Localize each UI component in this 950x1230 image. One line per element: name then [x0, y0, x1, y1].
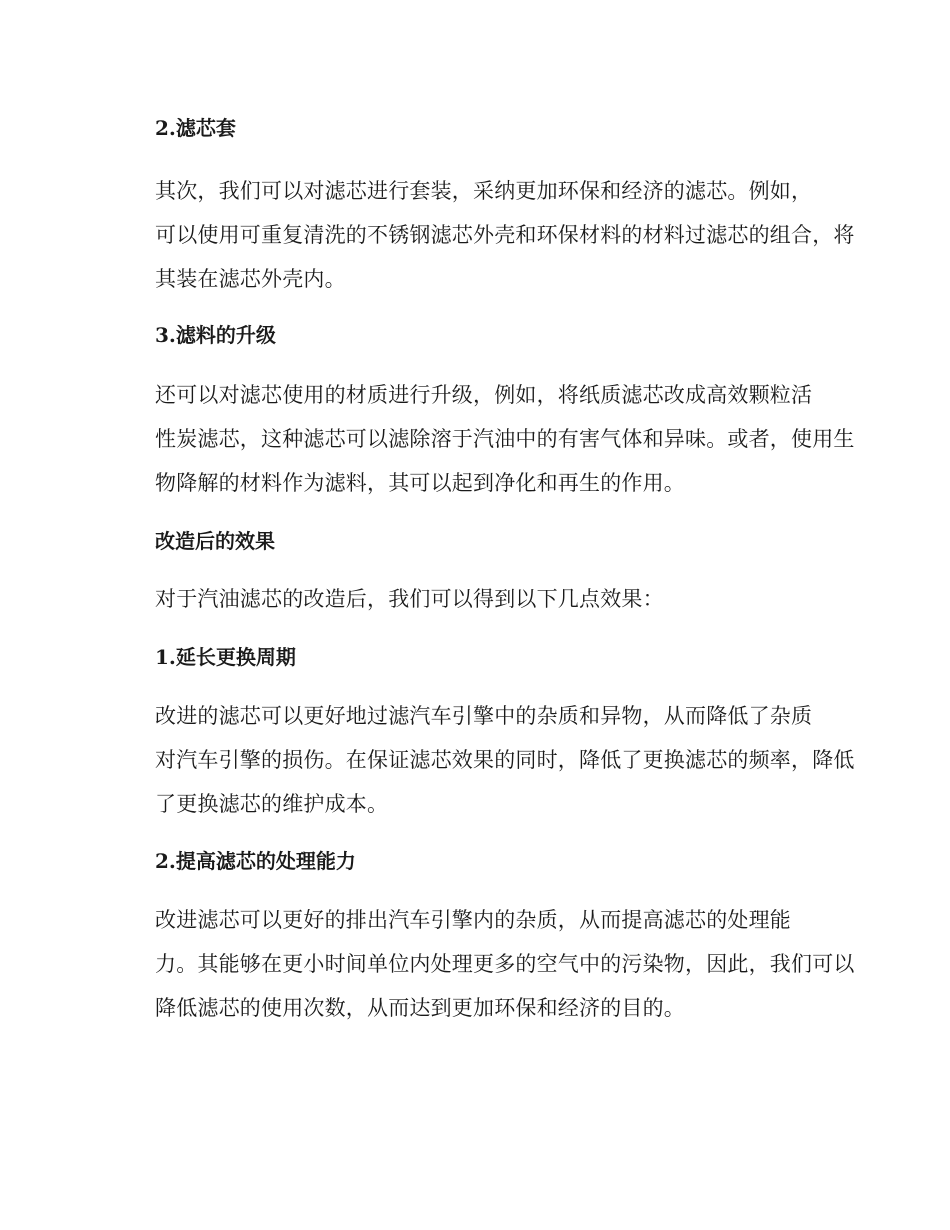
section-heading-extend-cycle: 1.延长更换周期	[155, 645, 296, 669]
paragraph-line: 了更换滤芯的维护成本。	[155, 792, 389, 816]
paragraph-line: 其装在滤芯外壳内。	[155, 267, 346, 291]
paragraph-line: 降低滤芯的使用次数，从而达到更加环保和经济的目的。	[155, 996, 685, 1020]
paragraph-line: 对汽车引擎的损伤。在保证滤芯效果的同时，降低了更换滤芯的频率，降低	[155, 748, 855, 772]
paragraph-filter-sleeve	[113, 169, 855, 301]
section-heading-filter-sleeve: 2.滤芯套	[155, 116, 236, 140]
paragraph-effects-intro	[113, 577, 835, 621]
paragraph-processing-capacity	[113, 898, 855, 1030]
paragraph-line: 改进滤芯可以更好的排出汽车引擎内的杂质，从而提高滤芯的处理能	[155, 908, 791, 932]
paragraph-extend-cycle	[113, 694, 855, 826]
section-heading-processing-capacity: 2.提高滤芯的处理能力	[155, 849, 356, 873]
paragraph-line: 还可以对滤芯使用的材质进行升级，例如，将纸质滤芯改成高效颗粒活	[155, 383, 813, 407]
paragraph-line: 物降解的材料作为滤料，其可以起到净化和再生的作用。	[155, 471, 685, 495]
paragraph-line: 对于汽油滤芯的改造后，我们可以得到以下几点效果：	[155, 587, 664, 611]
paragraph-line: 其次，我们可以对滤芯进行套装，采纳更加环保和经济的滤芯。例如，	[155, 179, 813, 203]
paragraph-line: 可以使用可重复清洗的不锈钢滤芯外壳和环保材料的材料过滤芯的组合，将	[155, 223, 855, 247]
document-page	[113, 105, 855, 1030]
section-heading-material-upgrade: 3.滤料的升级	[155, 323, 276, 347]
section-heading-effects: 改造后的效果	[155, 529, 275, 553]
paragraph-material-upgrade	[113, 373, 855, 505]
paragraph-line: 性炭滤芯，这种滤芯可以滤除溶于汽油中的有害气体和异味。或者，使用生	[155, 427, 855, 451]
paragraph-line: 改进的滤芯可以更好地过滤汽车引擎中的杂质和异物，从而降低了杂质	[155, 704, 813, 728]
paragraph-line: 力。其能够在更小时间单位内处理更多的空气中的污染物，因此，我们可以	[155, 952, 855, 976]
